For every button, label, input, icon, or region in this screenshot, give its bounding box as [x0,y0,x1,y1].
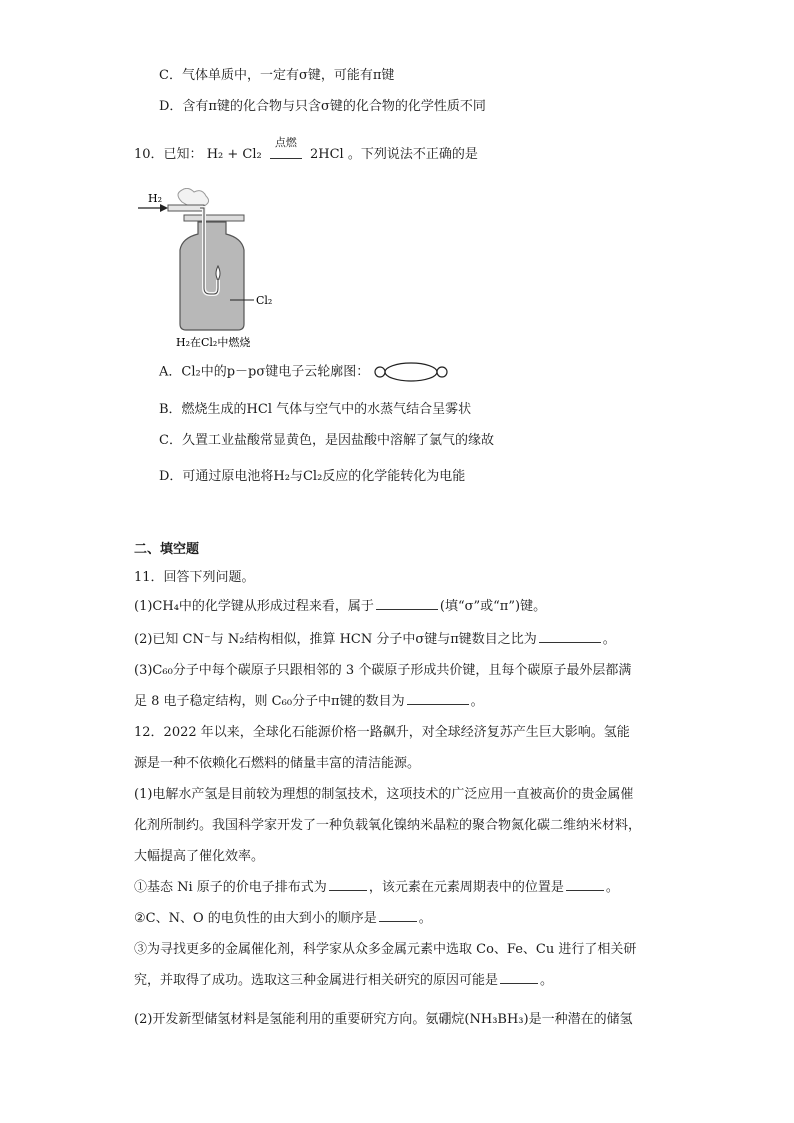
q11-part1-text: (1)CH₄中的化学键从形成过程来看，属于 [134,599,374,614]
q12-sub1-mid: ，该元素在元素周期表中的位置是 [368,880,564,895]
q11-part2-text: (2)已知 CN⁻与 N₂结构相似，推算 HCN 分子中σ键与π键数目之比为 [134,632,537,647]
q12-sub1 [134,878,619,898]
reaction-arrow [270,136,302,165]
q11-part3-tail: 。 [470,694,484,709]
answer-blank[interactable] [566,890,604,891]
q9-option-d: D．含有π键的化合物与只含σ键的化合物的化学性质不同 [159,99,486,114]
q11-part2 [134,630,616,650]
section-title: 二、填空题 [134,542,200,557]
q11-part1-tail: (填“σ”或“π”)键。 [439,599,547,614]
q10-option-c: C．久置工业盐酸常显黄色，是因盐酸中溶解了氯气的缘故 [159,433,494,448]
q10-stem [134,136,478,165]
q10-eq-left: H₂ + Cl₂ [206,147,262,162]
q12-sub1-text: ①基态 Ni 原子的价电子排布式为 [134,880,327,895]
q11-part3-line1: (3)C₆₀分子中每个碳原子只跟相邻的 3 个碳原子形成共价键，且每个碳原子最外层都满 [134,663,632,678]
q10-option-b: B．燃烧生成的HCl 气体与空气中的水蒸气结合呈雾状 [159,402,472,417]
q12-line2: 源是一种不依赖化石燃料的储量丰富的清洁能源。 [134,756,421,771]
figure-caption: H₂在Cl₂中燃烧 [176,336,251,349]
answer-blank[interactable] [500,983,538,984]
q12-part1-line1: (1)电解水产氢是目前较为理想的制氢技术，这项技术的广泛应用一直被高价的贵金属催 [134,787,634,802]
q12-sub2 [134,909,432,929]
answer-blank[interactable] [329,890,367,891]
q12-sub3-tail: 。 [540,973,554,988]
answer-blank[interactable] [539,642,601,643]
q11-stem: 11．回答下列问题。 [134,570,255,585]
answer-blank[interactable] [407,704,469,705]
q12-part1-line3: 大幅提高了催化效率。 [134,849,265,864]
sigma-bond-orbital-diagram [373,362,449,382]
q10-suffix: 。下列说法不正确的是 [347,147,478,162]
q12-part2: (2)开发新型储氢材料是氢能利用的重要研究方向。氨硼烷(NH₃BH₃)是一种潜在的储氢 [134,1012,633,1027]
q11-part1 [134,597,546,617]
q12-sub2-tail: 。 [418,911,432,926]
q11-part3-text: 足 8 电子稳定结构，则 C₆₀分子中π键的数目为 [134,694,405,709]
q10-eq-right: 2HCl [310,147,344,162]
q10-prefix: 10．已知： [134,147,203,162]
q12-line1: 12．2022 年以来，全球化石能源价格一路飙升，对全球经济复苏产生巨大影响。氢能 [134,725,630,740]
q11-part2-tail: 。 [602,632,616,647]
reaction-condition: 点燃 [274,136,297,149]
q12-sub2-text: ②C、N、O 的电负性的由大到小的顺序是 [134,911,377,926]
q10-option-a-text: A．Cl₂中的p－pσ键电子云轮廓图： [159,364,370,380]
q12-sub3-line2 [134,971,553,991]
q12-sub1-tail: 。 [605,880,619,895]
q10-option-a [159,362,449,383]
answer-blank[interactable] [379,921,417,922]
h2-label: H₂ [148,192,163,205]
q12-sub3-line1: ③为寻找更多的金属催化剂，科学家从众多金属元素中选取 Co、Fe、Cu 进行了相关研 [134,942,637,957]
q12-part1-line2: 化剂所制约。我国科学家开发了一种负载氧化镍纳米晶粒的聚合物氮化碳二维纳米材料， [134,818,642,833]
combustion-apparatus-figure [134,188,284,350]
q10-option-d: D．可通过原电池将H₂与Cl₂反应的化学能转化为电能 [159,469,466,484]
cl2-label: Cl₂ [256,294,273,307]
answer-blank[interactable] [376,609,438,610]
q9-option-c: C．气体单质中，一定有σ键，可能有π键 [159,68,395,83]
q11-part3-line2 [134,692,484,712]
q12-sub3-text: 究，并取得了成功。选取这三种金属进行相关研究的原因可能是 [134,973,499,988]
